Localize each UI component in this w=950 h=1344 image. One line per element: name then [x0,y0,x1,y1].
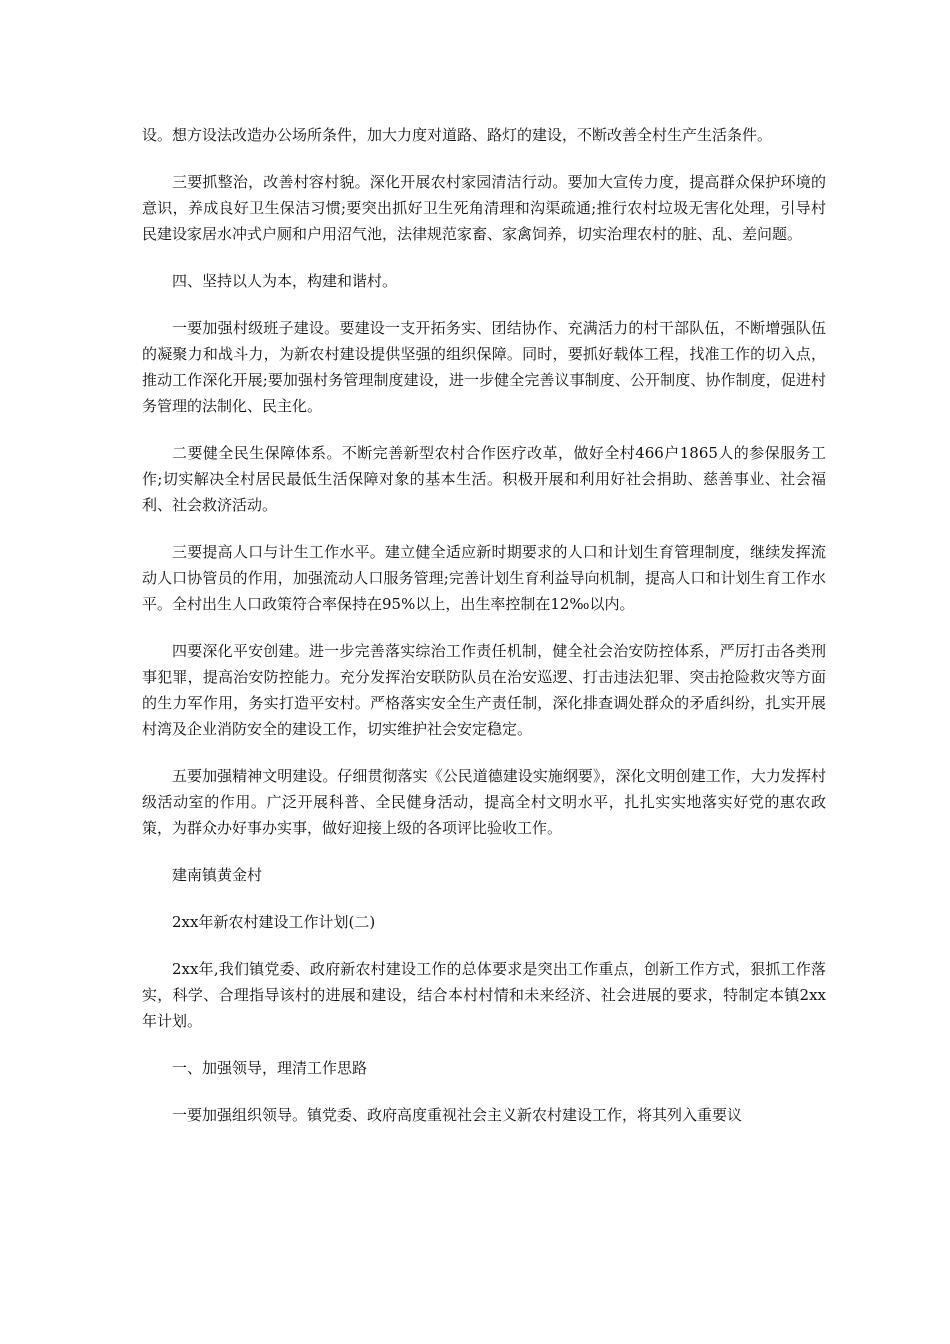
paragraph-safety: 四要深化平安创建。进一步完善落实综治工作责任机制，健全社会治安防控体系，严厉打击各类刑事犯罪，提高治安防控能力。充分发挥治安联防队员在治安巡逻、打击违法犯罪、突击抢险救灾等方面的生力军作用，务实打造平安村。严格落实安全生产责任制，深化排查调处群众的矛盾纠纷，扎实开展村湾及企业消防安全的建设工作，切实维护社会安定稳定。 [142,642,826,738]
document-body [142,122,826,1149]
paragraph-livelihood: 二要健全民生保障体系。不断完善新型农村合作医疗改革，做好全村466户1865人的参保服务工作;切实解决全村居民最低生活保障对象的基本生活。积极开展和利用好社会捐助、慈善事业、社会福利、社会救济活动。 [142,444,826,514]
paragraph-rectification: 三要抓整治，改善村容村貌。深化开展农村家园清洁行动。要加大宣传力度，提高群众保护环境的意识，养成良好卫生保洁习惯;要突出抓好卫生死角清理和沟渠疏通;推行农村垃圾无害化处理，引导村民建设家居水冲式户厕和户用沼气池，法律规范家畜、家禽饲养，切实治理农村的脏、乱、差问题。 [142,173,826,243]
paragraph-population: 三要提高人口与计生工作水平。建立健全适应新时期要求的人口和计划生育管理制度，继续发挥流动人口协管员的作用，加强流动人口服务管理;完善计划生育利益导向机制，提高人口和计划生育工作水平。全村出生人口政策符合率保持在95%以上，出生率控制在12‰以内。 [142,543,826,613]
signature-village: 建南镇黄金村 [172,866,263,884]
paragraph-organization: 一要加强组织领导。镇党委、政府高度重视社会主义新农村建设工作，将其列入重要议 [172,1106,743,1124]
section-heading-four: 四、坚持以人为本，构建和谐村。 [172,272,398,290]
paragraph-civilization: 五要加强精神文明建设。仔细贯彻落实《公民道德建设实施纲要》，深化文明创建工作，大力发挥村级活动室的作用。广泛开展科普、全民健身活动，提高全村文明水平，扎扎实实地落实好党的惠农政策，为群众办好事办实事，做好迎接上级的各项评比验收工作。 [142,767,826,837]
section-heading-one: 一、加强领导，理清工作思路 [172,1059,368,1077]
paragraph-continuation: 设。想方设法改造办公场所条件，加大力度对道路、路灯的建设，不断改善全村生产生活条件。 [142,126,773,144]
paragraph-village-team: 一要加强村级班子建设。要建设一支开拓务实、团结协作、充满活力的村干部队伍，不断增强队伍的凝聚力和战斗力，为新农村建设提供坚强的组织保障。同时，要抓好载体工程，找准工作的切入点，推动工作深化开展;要加强村务管理制度建设，进一步健全完善议事制度、公开制度、协作制度，促进村务管理的法制化、民主化。 [142,319,826,415]
document-title-two: 2xx年新农村建设工作计划(二) [172,913,376,931]
paragraph-overview: 2xx年,我们镇党委、政府新农村建设工作的总体要求是突出工作重点，创新工作方式，狠抓工作落实，科学、合理指导该村的进展和建设，结合本村村情和未来经济、社会进展的要求，特制定本镇2xx年计划。 [142,960,826,1030]
